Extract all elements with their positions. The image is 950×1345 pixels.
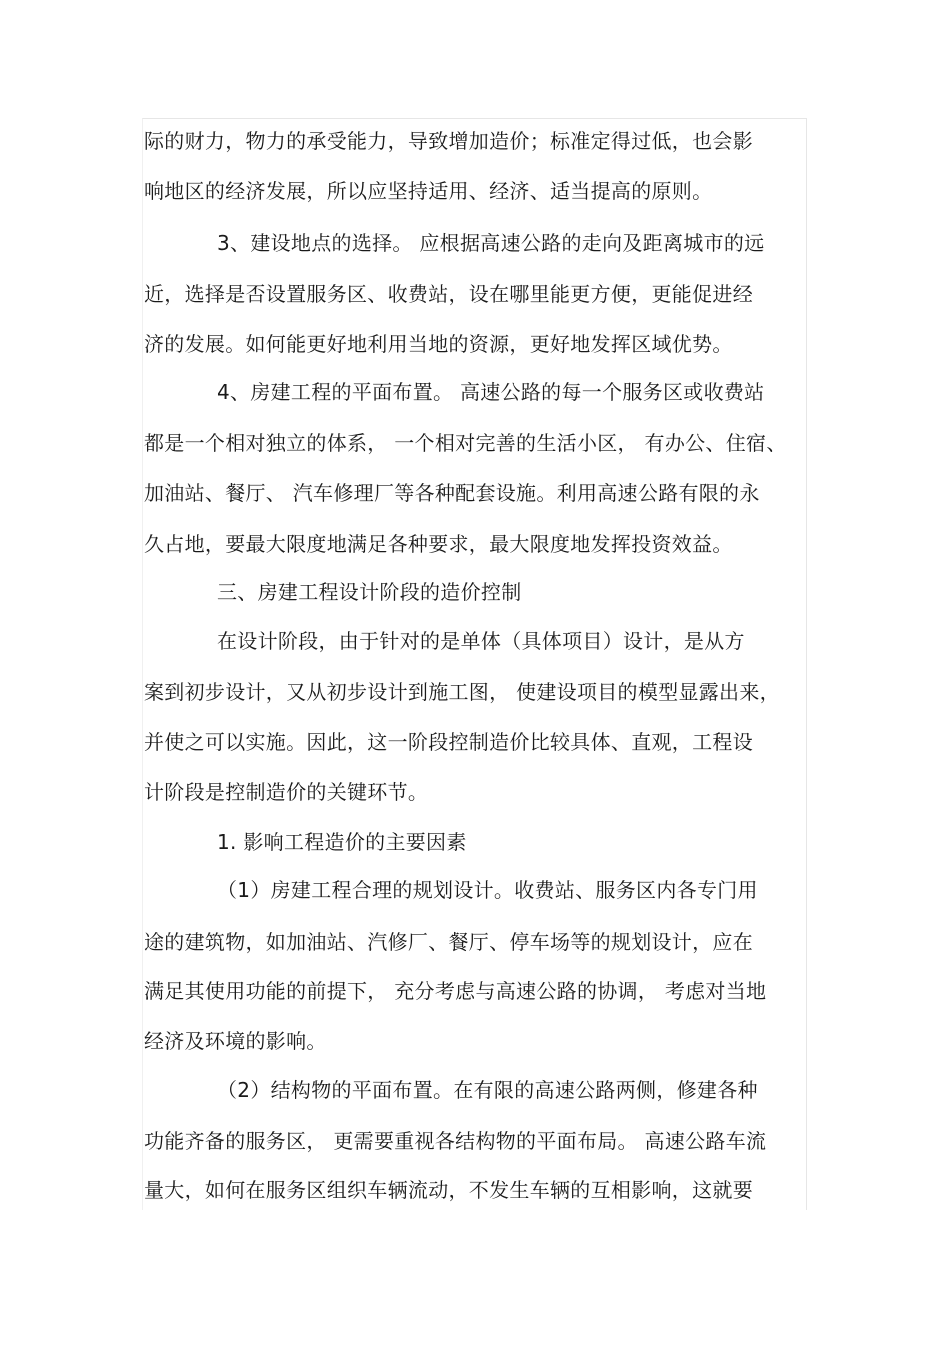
- text-line: 际的财力，物力的承受能力，导致增加造价；标准定得过低，也会影: [144, 129, 753, 153]
- text-line: 响地区的经济发展，所以应坚持适用、经济、适当提高的原则。: [144, 179, 713, 203]
- text-line: 计阶段是控制造价的关键环节。: [144, 780, 429, 804]
- text-line: 3、建设地点的选择。 应根据高速公路的走向及距离城市的远: [217, 231, 765, 255]
- text-line: 满足其使用功能的前提下， 充分考虑与高速公路的协调， 考虑对当地: [144, 979, 767, 1003]
- text-line: 加油站、餐厅、 汽车修理厂等各种配套设施。利用高速公路有限的永: [144, 481, 760, 505]
- section-heading: 三、房建工程设计阶段的造价控制: [217, 580, 522, 604]
- text-line: 并使之可以实施。因此，这一阶段控制造价比较具体、直观，工程设: [144, 730, 753, 754]
- text-line: （2）结构物的平面布置。在有限的高速公路两侧，修建各种: [217, 1078, 758, 1102]
- text-line: 都是一个相对独立的体系， 一个相对完善的生活小区， 有办公、住宿、: [144, 431, 787, 455]
- text-line: 案到初步设计，又从初步设计到施工图， 使建设项目的模型显露出来，: [144, 680, 780, 704]
- text-line: 量大，如何在服务区组织车辆流动，不发生车辆的互相影响，这就要: [144, 1178, 753, 1202]
- text-line: 近，选择是否设置服务区、收费站，设在哪里能更方便，更能促进经: [144, 282, 753, 306]
- text-line: 久占地，要最大限度地满足各种要求，最大限度地发挥投资效益。: [144, 532, 733, 556]
- text-line: 功能齐备的服务区， 更需要重视各结构物的平面布局。 高速公路车流: [144, 1129, 767, 1153]
- text-line: 经济及环境的影响。: [144, 1029, 327, 1053]
- text-line: 济的发展。如何能更好地利用当地的资源，更好地发挥区域优势。: [144, 332, 733, 356]
- text-line: （1）房建工程合理的规划设计。收费站、服务区内各专门用: [217, 878, 758, 902]
- text-line: 在设计阶段，由于针对的是单体（具体项目）设计，是从方: [217, 629, 745, 653]
- text-line: 途的建筑物，如加油站、汽修厂、餐厅、停车场等的规划设计，应在: [144, 930, 753, 954]
- subsection-heading: 1. 影响工程造价的主要因素: [217, 830, 467, 854]
- text-line: 4、房建工程的平面布置。 高速公路的每一个服务区或收费站: [217, 380, 765, 404]
